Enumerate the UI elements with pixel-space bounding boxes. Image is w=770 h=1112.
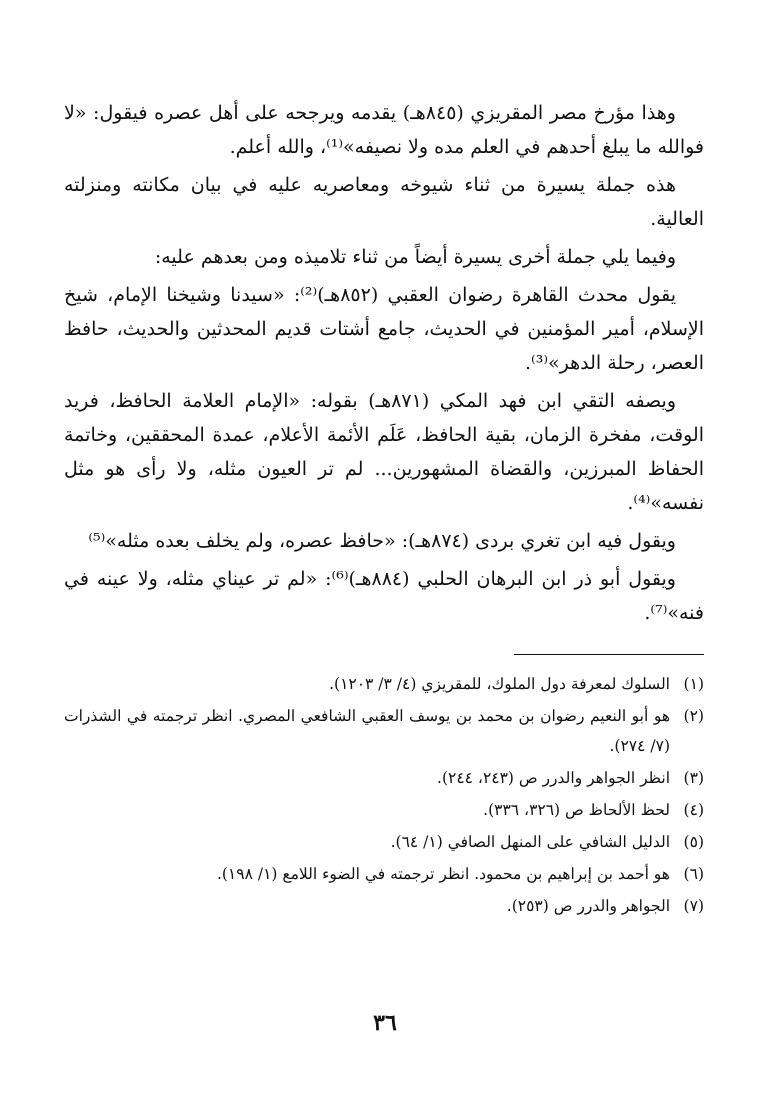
- footnote-text: السلوك لمعرفة دول الملوك، للمقريزي (٤/ ٣/ ١٢٠٣).: [329, 675, 670, 693]
- footnote-text: هو أحمد بن إبراهيم بن محمود. انظر ترجمته في الضوء اللامع (١/ ١٩٨).: [216, 865, 670, 883]
- paragraph-abu-dharr: ويقول أبو ذر ابن البرهان الحلبي (٨٨٤هـ)⁽⁶⁾: «لم تر عيناي مثله، ولا عينه في فنه»⁽⁷⁾.: [64, 568, 704, 624]
- footnote: [64, 827, 704, 857]
- footnote-text: لحظ الألحاظ ص (٣٢٦، ٣٣٦).: [483, 801, 670, 819]
- footnote-text: الدليل الشافي على المنهل الصافي (١/ ٦٤).: [390, 833, 670, 851]
- paragraph-ibn-fahd: ويصفه التقي ابن فهد المكي (٨٧١هـ) بقوله: «الإمام العلامة الحافظ، فريد الوقت، مفخرة الزمان، بقية الحافظ، عَلَم الأئمة الأعلام، عمدة المحققين، وخاتمة الحفاظ المبرزين، والقضاة المشهورين... لم تر العيون مثله، ولا رأى هو مثل نفسه»⁽⁴⁾.: [64, 390, 704, 514]
- footnote-number: (٦): [683, 865, 704, 883]
- footnote-number: (٤): [683, 801, 704, 819]
- footnote-number: (١): [683, 675, 704, 693]
- main-text: [64, 96, 704, 630]
- paragraph-ibn-taghri: ويقول فيه ابن تغري بردى (٨٧٤هـ): «حافظ عصره، ولم يخلف بعده مثله»⁽⁵⁾: [88, 530, 676, 552]
- footnote: [64, 669, 704, 699]
- paragraph-maqrizi: وهذا مؤرخ مصر المقريزي (٨٤٥هـ) يقدمه ويرجحه على أهل عصره فيقول: «لا فوالله ما يبلغ أحدهم في العلم مده ولا نصيفه»⁽¹⁾، والله أعلم.: [64, 102, 704, 158]
- paragraph-intro-students: وفيما يلي جملة أخرى يسيرة أيضاً من ثناء تلاميذه ومن بعدهم عليه:: [154, 246, 676, 268]
- paragraph-summary: هذه جملة يسيرة من ثناء شيوخه ومعاصريه عليه في بيان مكانته ومنزلته العالية.: [64, 174, 704, 230]
- footnote-number: (٧): [683, 897, 704, 915]
- footnote: [64, 891, 704, 921]
- footnote: [64, 859, 704, 889]
- footnote-text: هو أبو النعيم رضوان بن محمد بن يوسف العقبي الشافعي المصري. انظر ترجمته في الشذرات (٧/ ٢٧٤).: [64, 707, 670, 755]
- page-number: ٣٦: [373, 1010, 397, 1036]
- footnote: [64, 701, 704, 761]
- footnote-number: (٣): [683, 769, 704, 787]
- footnote-number: (٥): [683, 833, 704, 851]
- footnotes-list: [64, 669, 704, 921]
- paragraph-radwan: يقول محدث القاهرة رضوان العقبي (٨٥٢هـ)⁽²⁾: «سيدنا وشيخنا الإمام، شيخ الإسلام، أمير المؤمنين في الحديث، جامع أشتات قديم المحدثين والحديث، حافظ العصر، رحلة الدهر»⁽³⁾.: [64, 284, 704, 374]
- footnote: [64, 763, 704, 793]
- footnote: [64, 795, 704, 825]
- footnote-number: (٢): [683, 707, 704, 725]
- footnote-separator: [514, 654, 704, 655]
- footnote-text: الجواهر والدرر ص (٢٥٣).: [506, 897, 670, 915]
- footnote-text: انظر الجواهر والدرر ص (٢٤٣، ٢٤٤).: [437, 769, 670, 787]
